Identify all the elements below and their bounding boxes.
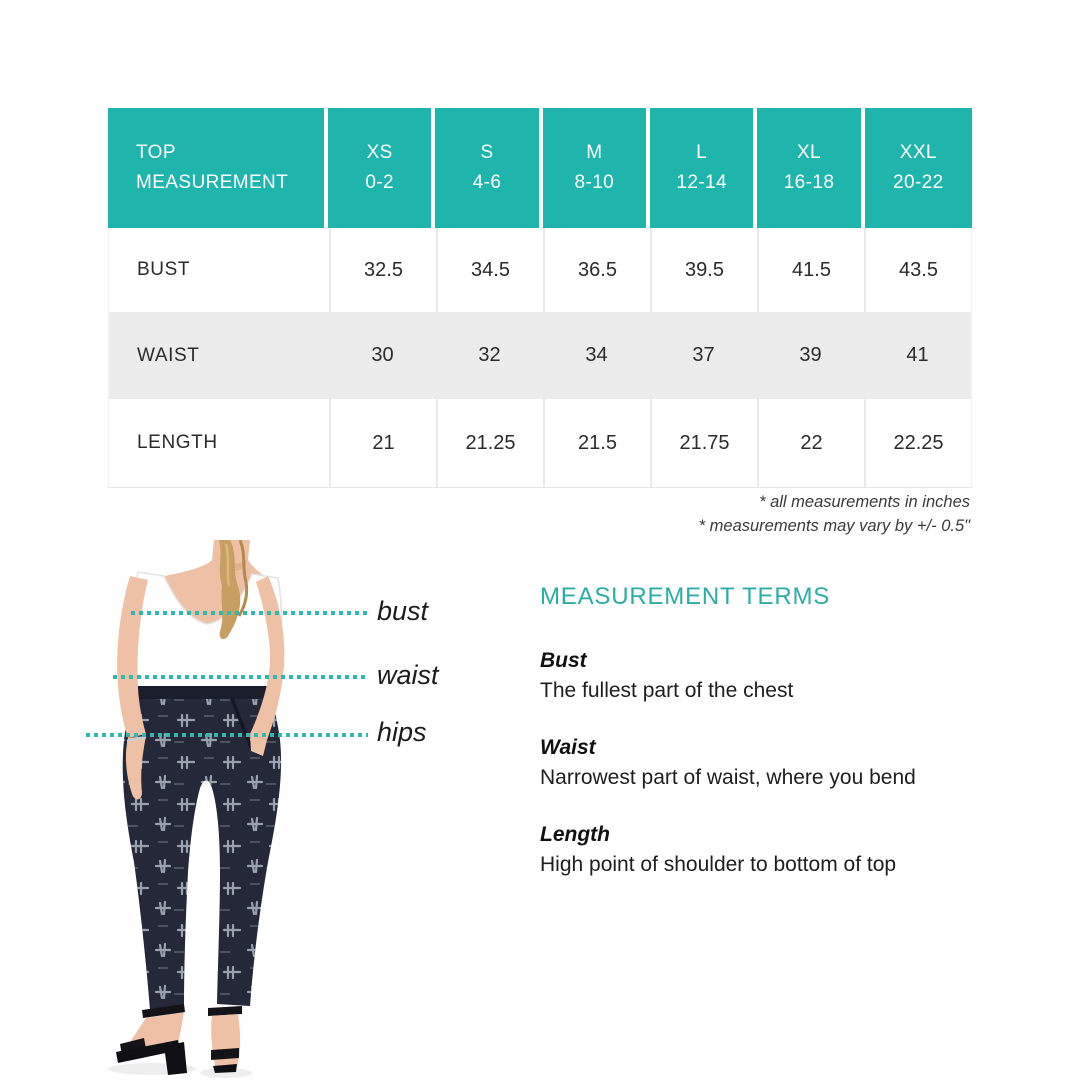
measurement-line-bust <box>131 611 368 615</box>
bust-s-value: 34.5 <box>436 228 543 312</box>
length-xl-value: 22 <box>757 399 864 487</box>
size-range: 12-14 <box>676 172 727 193</box>
term-waist <box>540 733 980 793</box>
model-illustration <box>80 540 360 1080</box>
waist-line-label: waist <box>377 660 439 690</box>
row-label-waist: WAIST <box>137 344 200 366</box>
bust-line-label: bust <box>377 596 429 626</box>
size-label: M <box>586 142 603 163</box>
size-range: 20-22 <box>893 172 944 193</box>
bust-xs-value: 32.5 <box>329 228 436 312</box>
term-length-name: Length <box>540 823 610 846</box>
size-label: XL <box>796 142 822 163</box>
header-cell-l <box>650 108 757 228</box>
term-bust <box>540 646 980 706</box>
table-row-waist <box>109 312 971 399</box>
row-label-length: LENGTH <box>137 432 218 453</box>
header-cell-xxl <box>865 108 972 228</box>
bust-xl-value: 41.5 <box>757 228 864 312</box>
table-header-row <box>108 108 972 228</box>
table-body <box>108 228 972 488</box>
measurement-line-hips <box>86 733 368 737</box>
header-cell-m <box>543 108 650 228</box>
term-bust-definition: The fullest part of the chest <box>540 679 794 702</box>
header-measurement-label: TOP MEASUREMENT <box>136 142 289 193</box>
size-chart-table <box>108 108 972 488</box>
footnote-tolerance: * measurements may vary by +/- 0.5" <box>698 516 970 535</box>
size-label: XXL <box>899 142 937 163</box>
header-cell-s <box>435 108 542 228</box>
length-l-value: 21.75 <box>650 399 757 487</box>
table-row-length <box>109 399 971 487</box>
size-label: XS <box>366 142 393 163</box>
size-label: S <box>480 142 494 163</box>
measurement-terms-section <box>540 583 980 907</box>
length-m-value: 21.5 <box>543 399 650 487</box>
measurement-line-waist <box>113 675 368 679</box>
length-xs-value: 21 <box>329 399 436 487</box>
term-waist-definition: Narrowest part of waist, where you bend <box>540 766 916 789</box>
term-length-definition: High point of shoulder to bottom of top <box>540 853 897 876</box>
hips-line-label: hips <box>377 717 427 747</box>
waist-xl-value: 39 <box>799 344 822 366</box>
header-cell-measurement <box>108 108 328 228</box>
waist-l-value: 37 <box>692 344 715 366</box>
bust-m-value: 36.5 <box>543 228 650 312</box>
term-length <box>540 820 980 880</box>
length-s-value: 21.25 <box>436 399 543 487</box>
term-bust-name: Bust <box>540 649 587 672</box>
terms-heading: MEASUREMENT TERMS <box>540 583 831 610</box>
header-cell-xl <box>757 108 864 228</box>
waist-s-value: 32 <box>478 344 501 366</box>
bust-l-value: 39.5 <box>650 228 757 312</box>
size-range: 8-10 <box>574 172 615 193</box>
size-label: L <box>696 142 708 163</box>
term-waist-name: Waist <box>540 736 596 759</box>
footnote-units: * all measurements in inches <box>759 493 970 511</box>
bust-xxl-value: 43.5 <box>864 228 971 312</box>
table-row-bust <box>109 228 971 312</box>
size-range: 4-6 <box>472 172 502 193</box>
waist-m-value: 34 <box>585 344 608 366</box>
footnotes <box>699 491 970 538</box>
length-xxl-value: 22.25 <box>864 399 971 487</box>
waist-xxl-value: 41 <box>906 344 929 366</box>
header-cell-xs <box>328 108 435 228</box>
size-range: 0-2 <box>365 172 394 193</box>
model-photo <box>80 540 360 1080</box>
waist-xs-value: 30 <box>371 344 394 366</box>
row-label-bust: BUST <box>137 259 191 280</box>
size-range: 16-18 <box>783 172 835 193</box>
